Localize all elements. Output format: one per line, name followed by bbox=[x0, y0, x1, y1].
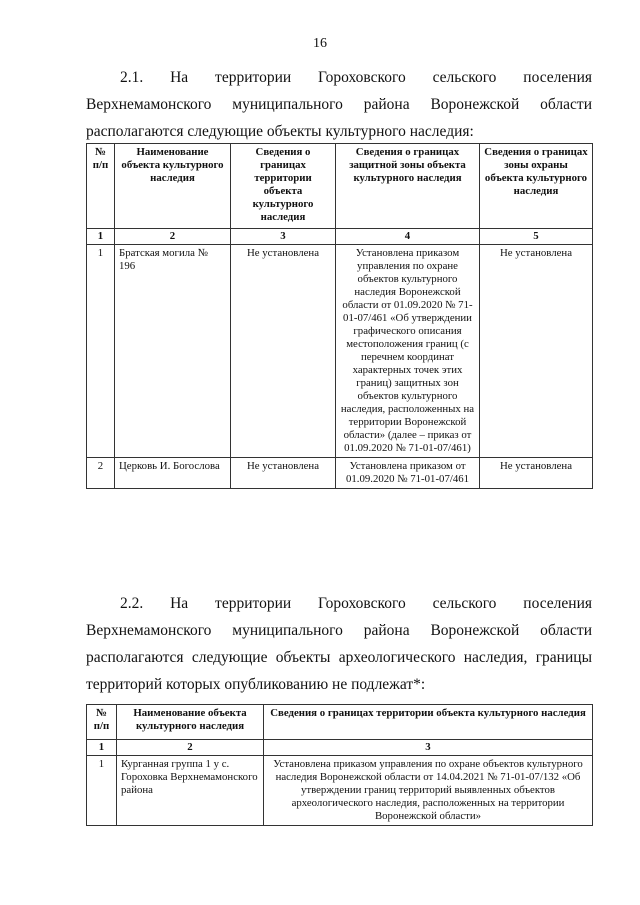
paragraph-line: 2.1. На территории Гороховского сельского поселения bbox=[120, 69, 592, 86]
table-row bbox=[87, 245, 593, 458]
object-name: Братская могила № 196 bbox=[115, 245, 231, 458]
object-name: Церковь И. Богослова bbox=[115, 458, 231, 489]
header-territory-boundaries: Сведения о границах территории объекта культурного наследия bbox=[264, 705, 593, 740]
column-number: 3 bbox=[231, 229, 336, 245]
column-number: 1 bbox=[87, 740, 117, 756]
column-number: 4 bbox=[336, 229, 480, 245]
header-protective-zone: Сведения о границах защитной зоны объекта культурного наследия bbox=[336, 144, 480, 229]
protective-zone-info: Установлена приказом управления по охране объектов культурного наследия Воронежской области от 01.09.2020 № 71-01-07/461 «Об утверждении графического описания местоположения границ (с перечнем координат характерных точек этих границ) защитных зон объектов культурного наследия, расположенных на территории Воронежской области» (далее – приказ от 01.09.2020 № 71-01-07/461) bbox=[336, 245, 480, 458]
header-object-name: Наименование объекта культурного наследия bbox=[117, 705, 264, 740]
paragraph-line: Верхнемамонского муниципального района Воронежской области bbox=[86, 622, 592, 639]
table-row bbox=[87, 756, 593, 826]
paragraph-line: располагаются следующие объекты археологического наследия, границы bbox=[86, 649, 592, 666]
territory-info: Не установлена bbox=[231, 458, 336, 489]
table-header-row bbox=[87, 144, 593, 229]
table-header-row bbox=[87, 705, 593, 740]
row-number: 1 bbox=[87, 756, 117, 826]
territory-info: Установлена приказом управления по охране объектов культурного наследия Воронежской области от 14.04.2021 № 71-01-07/132 «Об утверждении границ территорий выявленных объектов археологического наследия, расположенных на территории Воронежской области» bbox=[264, 756, 593, 826]
column-number-row bbox=[87, 229, 593, 245]
header-protection-zone: Сведения о границах зоны охраны объекта культурного наследия bbox=[480, 144, 593, 229]
protection-zone-info: Не установлена bbox=[480, 245, 593, 458]
paragraph-line: территорий которых опубликованию не подлежат*: bbox=[86, 676, 426, 693]
row-number: 1 bbox=[87, 245, 115, 458]
column-number-row bbox=[87, 740, 593, 756]
paragraph-line: располагаются следующие объекты культурного наследия: bbox=[86, 123, 474, 140]
paragraph-line: 2.2. На территории Гороховского сельского поселения bbox=[120, 595, 592, 612]
header-object-name: Наименование объекта культурного наследия bbox=[115, 144, 231, 229]
header-territory-boundaries: Сведения о границах территории объекта культурного наследия bbox=[231, 144, 336, 229]
column-number: 1 bbox=[87, 229, 115, 245]
archaeological-heritage-table bbox=[86, 704, 593, 826]
header-number: № п/п bbox=[87, 144, 115, 229]
section-2-2-paragraph bbox=[86, 590, 592, 698]
table-row bbox=[87, 458, 593, 489]
section-2-1-paragraph bbox=[86, 64, 592, 145]
header-number: № п/п bbox=[87, 705, 117, 740]
page-number: 16 bbox=[313, 36, 327, 51]
column-number: 2 bbox=[117, 740, 264, 756]
protection-zone-info: Не установлена bbox=[480, 458, 593, 489]
column-number: 5 bbox=[480, 229, 593, 245]
paragraph-line: Верхнемамонского муниципального района Воронежской области bbox=[86, 96, 592, 113]
column-number: 3 bbox=[264, 740, 593, 756]
column-number: 2 bbox=[115, 229, 231, 245]
territory-info: Не установлена bbox=[231, 245, 336, 458]
cultural-heritage-table bbox=[86, 143, 593, 489]
row-number: 2 bbox=[87, 458, 115, 489]
object-name: Курганная группа 1 у с. Гороховка Верхнемамонского района bbox=[117, 756, 264, 826]
protective-zone-info: Установлена приказом от 01.09.2020 № 71-01-07/461 bbox=[336, 458, 480, 489]
